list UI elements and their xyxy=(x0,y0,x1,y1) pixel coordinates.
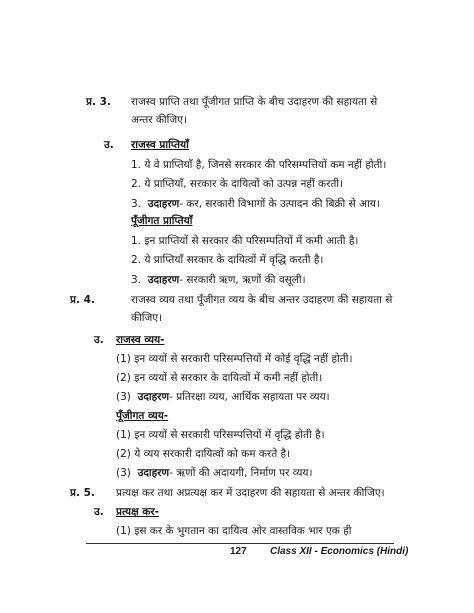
question-4-text-line1: राजस्व व्यय तथा पूँजीगत व्यय के बीच अन्तर उदाहरण की सहायता से xyxy=(131,294,393,306)
example-text: - प्रतिरक्षा व्यय, आर्थिक सहायता पर व्यय। xyxy=(169,391,330,403)
direct-tax-point-1 xyxy=(116,524,351,538)
page-number: 127 xyxy=(230,546,247,557)
capital-receipts-point-3 xyxy=(131,273,306,287)
footer-title: Class XII - Economics (Hindi) xyxy=(270,546,409,557)
capital-expenditure-point-1: (1) इन व्ययों से सरकारी परिसम्पत्तियों में वृद्धि होती है। xyxy=(116,429,325,441)
example-label: उदाहरण xyxy=(147,274,180,286)
revenue-expenditure-point-2: (2) इन व्ययों से सरकार के दायित्वों में कमी नहीं होती। xyxy=(116,372,323,384)
point-number: (3) xyxy=(116,467,131,479)
example-label: उदाहरण xyxy=(147,198,180,210)
question-5-label: प्र. 5. xyxy=(70,487,95,499)
example-text: - कर, सरकारी विभागों के उत्पादन की बिक्री से आय। xyxy=(179,198,380,210)
revenue-expenditure-point-3 xyxy=(116,390,330,404)
question-3-text-line2: अन्तर कीजिए। xyxy=(131,114,187,126)
example-text: - ऋणों की अदायगी, निर्माण पर व्यय। xyxy=(169,467,313,479)
capital-receipts-point-1: 1. इन प्राप्तियों से सरकार की परिसम्पतियों में कमी आती है। xyxy=(131,235,359,247)
direct-tax-heading: प्रत्यक्ष कर- xyxy=(116,506,160,518)
point-number: 3. xyxy=(131,274,142,286)
revenue-receipts-point-3 xyxy=(131,197,380,211)
example-label: उदाहरण xyxy=(137,391,170,403)
answer-3-label: उ. xyxy=(104,139,114,151)
point-number: (3) xyxy=(116,391,131,403)
capital-receipts-point-2: 2. ये प्राप्तियाँ सरकार के दायित्वों में वृद्धि करती है। xyxy=(131,254,324,266)
capital-expenditure-point-3 xyxy=(116,466,312,480)
answer-5-label: उ. xyxy=(94,506,104,518)
question-4-text-line2: कीजिए। xyxy=(131,312,163,324)
example-label: उदाहरण xyxy=(137,467,170,479)
point-number: 3. xyxy=(131,198,142,210)
point-text: (1) इस कर के भुगतान का दायित्व ओर वास्तविक भार एक ही xyxy=(116,525,352,537)
example-text: - सरकारी ऋण, ऋणों की वसूली। xyxy=(179,274,306,286)
revenue-expenditure-point-1: (1) इन व्ययों से सरकारी परिसम्पत्तियों में कोई वृद्धि नहीं होती। xyxy=(116,353,353,365)
revenue-receipts-heading: राजस्व प्राप्तियाँ xyxy=(131,139,189,151)
question-5-text: प्रत्यक्ष कर तथा अप्रत्यक्ष कर में उदाहरण की सहायता से अन्तर कीजिए। xyxy=(116,487,385,499)
question-3-text-line1: राजस्व प्राप्ति तथा पूँजीगत प्राप्ति के बीच उदाहरण की सहायता से xyxy=(131,96,378,108)
revenue-receipts-point-1: 1. ये वे प्राप्तियाँ है, जिनसे सरकार की परिसम्पत्तियों कम नहीं होती। xyxy=(131,159,387,171)
revenue-receipts-point-2: 2. ये प्राप्तियाँ, सरकार के दायित्वों को उत्पन्न नहीं करती। xyxy=(131,178,344,190)
capital-receipts-heading: पूँजीगत प्राप्तियाँ xyxy=(131,215,193,227)
footer-divider xyxy=(86,543,394,544)
capital-expenditure-heading: पूँजीगत व्यय- xyxy=(116,410,169,422)
capital-expenditure-point-2: (2) ये व्यय सरकारी दायित्वों को कम करते है। xyxy=(116,448,291,460)
revenue-expenditure-heading: राजस्व व्यय- xyxy=(116,334,165,346)
answer-4-label: उ. xyxy=(94,334,104,346)
question-4-label: प्र. 4. xyxy=(70,294,95,306)
question-3-label: प्र. 3. xyxy=(86,96,111,108)
